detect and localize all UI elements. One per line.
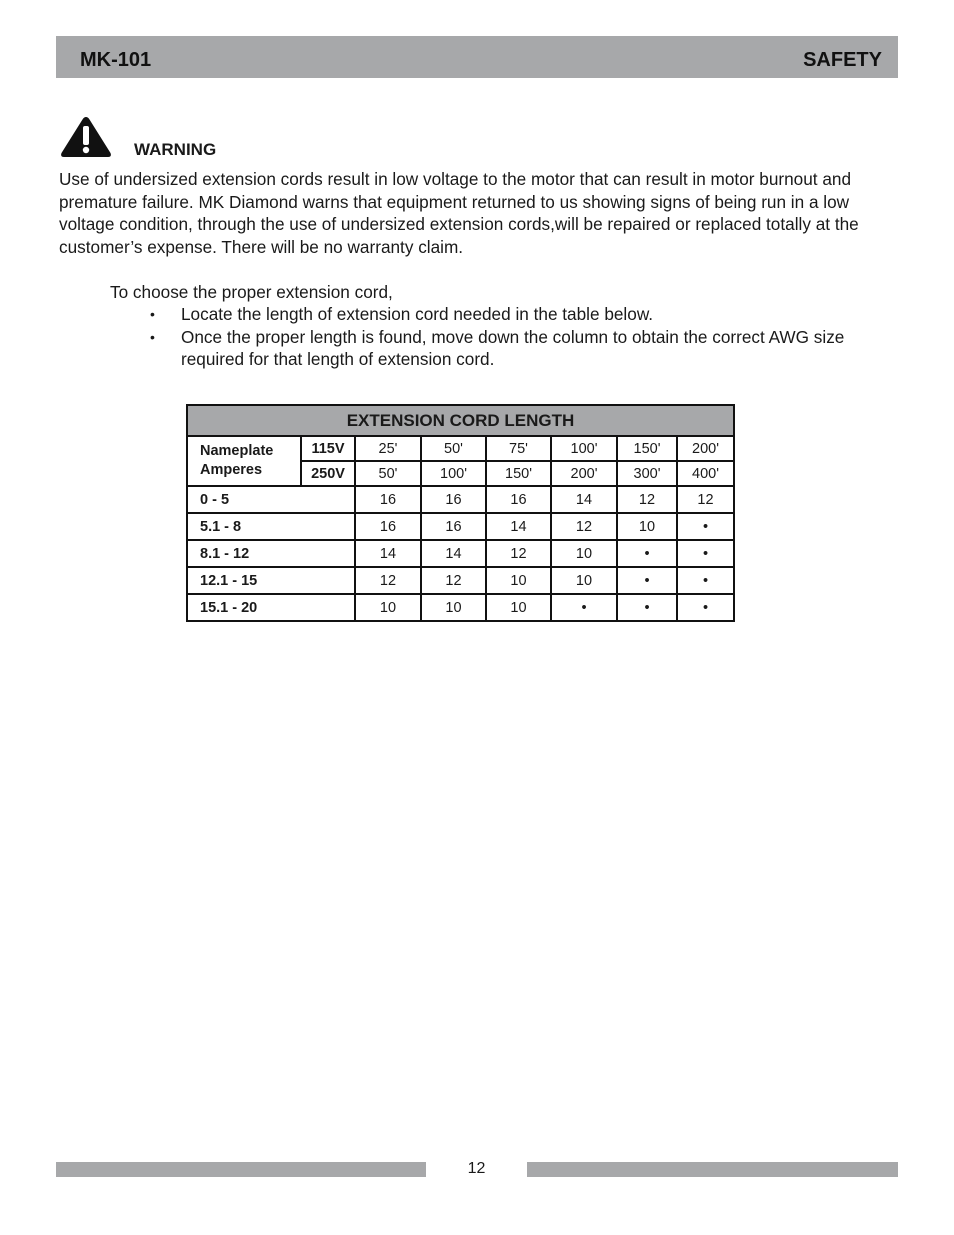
awg-cell: 14 [421, 540, 486, 567]
model-name: MK-101 [80, 49, 152, 71]
awg-cell: • [617, 540, 677, 567]
header-line: Nameplate [200, 443, 274, 459]
instructions-list [150, 303, 850, 371]
amperes-range: 8.1 - 12 [187, 540, 355, 567]
awg-cell: 16 [486, 486, 551, 513]
footer-bar-right [527, 1162, 898, 1177]
length-cell: 100' [551, 436, 617, 461]
awg-cell: 12 [421, 567, 486, 594]
length-cell: 200' [677, 436, 734, 461]
table-row [187, 594, 734, 621]
length-cell: 200' [551, 461, 617, 486]
table-row [187, 540, 734, 567]
awg-cell: 16 [355, 513, 421, 540]
list-item [150, 326, 850, 371]
awg-cell: 16 [421, 486, 486, 513]
length-cell: 50' [355, 461, 421, 486]
awg-cell: 10 [486, 567, 551, 594]
awg-cell: • [677, 567, 734, 594]
awg-cell: 10 [617, 513, 677, 540]
bullet-icon: • [150, 306, 155, 322]
amperes-range: 12.1 - 15 [187, 567, 355, 594]
length-cell: 400' [677, 461, 734, 486]
instructions-intro: To choose the proper extension cord, [110, 282, 393, 302]
bullet-icon: • [150, 328, 155, 345]
bullet-text: Once the proper length is found, move down the column to obtain the correct AWG size required for that length of extension cord. [181, 326, 845, 370]
header-bar [56, 36, 898, 78]
awg-cell: • [677, 594, 734, 621]
table-row [187, 486, 734, 513]
voltage-label: 250V [301, 461, 355, 486]
table-row [187, 436, 734, 461]
awg-cell: 12 [551, 513, 617, 540]
list-item [150, 303, 850, 326]
awg-cell: 12 [617, 486, 677, 513]
header-line: Amperes [200, 462, 263, 478]
amperes-range: 0 - 5 [187, 486, 355, 513]
length-cell: 150' [617, 436, 677, 461]
amperes-range: 5.1 - 8 [187, 513, 355, 540]
awg-cell: 12 [486, 540, 551, 567]
amperes-range: 15.1 - 20 [187, 594, 355, 621]
awg-cell: 14 [355, 540, 421, 567]
awg-cell: • [617, 594, 677, 621]
warning-triangle-icon [60, 116, 112, 158]
nameplate-amperes-header [187, 436, 301, 486]
length-cell: 150' [486, 461, 551, 486]
bullet-text: Locate the length of extension cord needed in the table below. [181, 304, 654, 324]
warning-body: Use of undersized extension cords result in low voltage to the motor that can result in motor burnout and premature failure. MK Diamond warns that equipment returned to us showing signs of being run in a low voltage condition, through the use of undersized extension cords,will be repaired or replaced totally at the customer’s expense. There will be no warranty claim. [59, 169, 859, 257]
awg-cell: • [677, 540, 734, 567]
length-cell: 300' [617, 461, 677, 486]
awg-cell: • [677, 513, 734, 540]
table-row [187, 567, 734, 594]
awg-cell: 10 [551, 567, 617, 594]
warning-title: WARNING [134, 140, 217, 159]
length-cell: 50' [421, 436, 486, 461]
table-title: EXTENSION CORD LENGTH [187, 405, 734, 436]
awg-cell: 10 [551, 540, 617, 567]
awg-cell: • [617, 567, 677, 594]
awg-cell: 10 [486, 594, 551, 621]
voltage-label: 115V [301, 436, 355, 461]
extension-cord-table [186, 404, 735, 622]
awg-cell: 12 [355, 567, 421, 594]
awg-cell: 14 [551, 486, 617, 513]
page-number: 12 [467, 1160, 486, 1177]
awg-cell: 12 [677, 486, 734, 513]
table-row [187, 513, 734, 540]
awg-cell: • [551, 594, 617, 621]
length-cell: 75' [486, 436, 551, 461]
awg-cell: 10 [355, 594, 421, 621]
awg-cell: 10 [421, 594, 486, 621]
awg-cell: 16 [355, 486, 421, 513]
length-cell: 100' [421, 461, 486, 486]
table-title-row [187, 405, 734, 436]
length-cell: 25' [355, 436, 421, 461]
footer-bar-left [56, 1162, 426, 1177]
awg-cell: 16 [421, 513, 486, 540]
section-title: SAFETY [803, 49, 882, 71]
awg-cell: 14 [486, 513, 551, 540]
